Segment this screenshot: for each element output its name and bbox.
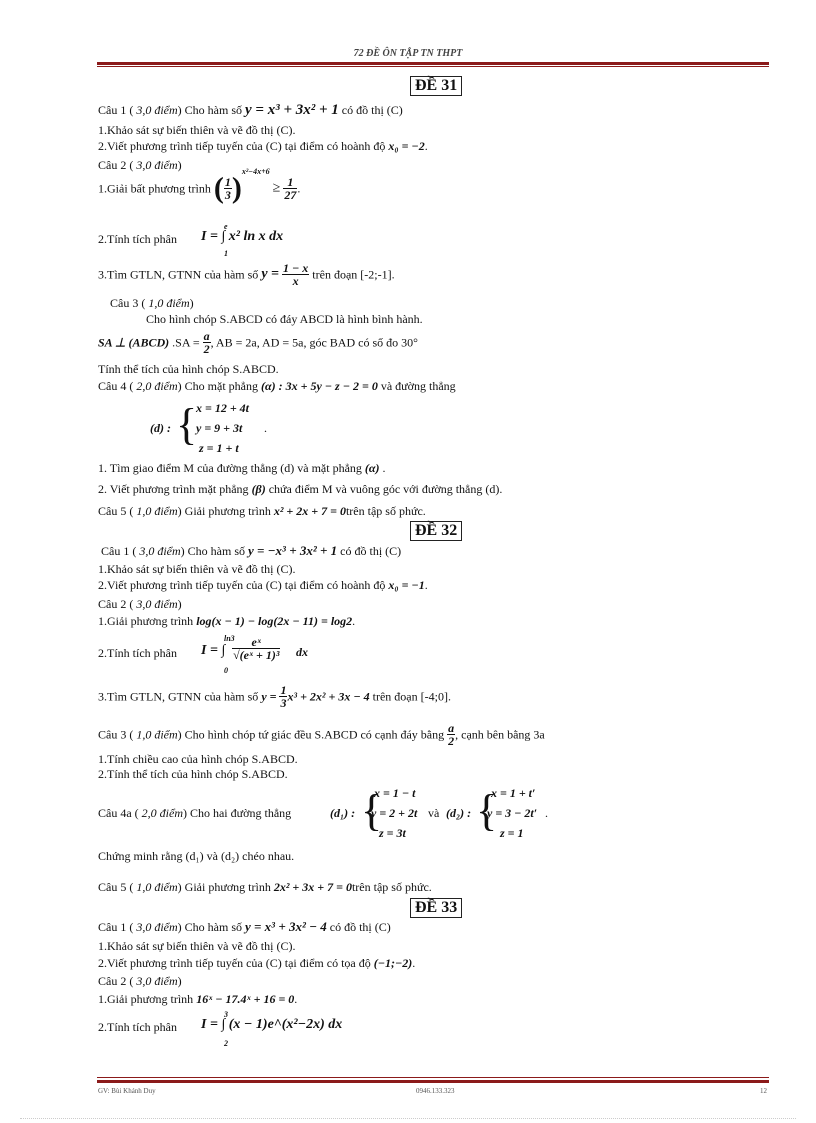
text: 2.Tính tích phân bbox=[98, 1020, 177, 1034]
de31-c2-line3 bbox=[98, 262, 395, 287]
formula: (−1;−2) bbox=[373, 956, 413, 970]
text: có đồ thị (C) bbox=[329, 920, 391, 934]
label: Câu 5 ( bbox=[98, 504, 134, 518]
brace: { bbox=[176, 400, 198, 449]
de31-c3-line2 bbox=[98, 330, 418, 355]
num: 1 bbox=[280, 683, 287, 697]
de33-c1-line2: 2.Viết phương trình tiếp tuyến của (C) tại điểm có tọa độ (−1;−2). bbox=[98, 956, 416, 970]
den: x bbox=[292, 274, 299, 288]
footer-phone: 0946.133.323 bbox=[416, 1087, 455, 1095]
text: 3.Tìm GTLN, GTNN của hàm số bbox=[98, 689, 259, 704]
header-rule-thick bbox=[97, 62, 769, 65]
upper-bound: ln3 bbox=[224, 634, 235, 643]
line-d1: (d₁) : bbox=[330, 806, 356, 820]
label: ) Cho hàm số bbox=[180, 544, 245, 558]
footer-rule-thick bbox=[97, 1080, 769, 1083]
label: ) Cho hàm số bbox=[177, 103, 242, 117]
text: trên đoạn [-4;0]. bbox=[372, 689, 451, 704]
label: Câu 1 ( bbox=[98, 920, 134, 934]
fraction bbox=[224, 176, 232, 201]
points: 3,0 điểm bbox=[133, 158, 178, 172]
formula: (β) bbox=[251, 482, 266, 496]
text: 1.Giải phương trình bbox=[98, 992, 194, 1006]
label: Câu 1 ( bbox=[101, 544, 137, 558]
de33-cau1 bbox=[98, 920, 391, 934]
de31-c4-line2 bbox=[98, 482, 502, 496]
label: ) Giải phương trình bbox=[177, 880, 271, 894]
points: 2,0 điểm bbox=[138, 806, 183, 820]
formula: x₀ = −1 bbox=[388, 578, 425, 592]
de33-c1-line1: 1.Khảo sát sự biến thiên và vẽ đồ thị (C). bbox=[98, 939, 296, 953]
num: a bbox=[203, 329, 210, 343]
integral-sign: I = ∫ bbox=[201, 643, 226, 658]
d2-eq-x: x = 1 + t′ bbox=[491, 786, 536, 800]
de31-cau5 bbox=[98, 504, 426, 518]
function-formula: y = x³ + 3x² − 4 bbox=[245, 919, 327, 934]
de32-cau1 bbox=[101, 544, 401, 558]
integral-formula: I = ∫ x² ln x dx bbox=[201, 229, 284, 244]
exponent: x²−4x+6 bbox=[241, 167, 270, 177]
de31-title: ĐỀ 31 bbox=[410, 76, 462, 96]
de32-c1-line1: 1.Khảo sát sự biến thiên và vẽ đồ thị (C). bbox=[98, 562, 296, 576]
formula: x³ + 2x² + 3x − 4 bbox=[287, 689, 370, 704]
label: ) bbox=[177, 158, 182, 172]
text: 2.Viết phương trình tiếp tuyến của (C) tại điểm có tọa độ bbox=[98, 956, 371, 970]
points: 3,0 điểm bbox=[133, 103, 178, 117]
num: 1 bbox=[283, 176, 297, 189]
label: Câu 5 ( bbox=[98, 880, 134, 894]
den: 27 bbox=[284, 188, 297, 202]
de31-cau3 bbox=[110, 296, 194, 310]
d2-eq-y: y = 3 − 2t′ bbox=[487, 806, 538, 820]
text: , cạnh bên bằng 3a bbox=[455, 727, 545, 742]
de33-c2-line1: 1.Giải phương trình 16ˣ − 17.4ˣ + 16 = 0. bbox=[98, 992, 298, 1006]
footer-rule-thin bbox=[97, 1077, 769, 1078]
de31-cau2 bbox=[98, 158, 182, 172]
lower-bound: 2 bbox=[224, 1039, 228, 1048]
de31-c1-line1: 1.Khảo sát sự biến thiên và vẽ đồ thị (C). bbox=[98, 123, 296, 137]
lower-bound: 0 bbox=[224, 666, 228, 675]
den: √(eˣ + 1)³ bbox=[233, 648, 280, 662]
paren: ( bbox=[213, 171, 224, 205]
den: 2 bbox=[203, 342, 210, 356]
de32-cau5 bbox=[98, 880, 432, 894]
upper-bound: 3 bbox=[224, 1010, 228, 1019]
de31-cau4 bbox=[98, 379, 456, 393]
text: có đồ thị (C) bbox=[340, 544, 402, 558]
text: trên tập số phức. bbox=[351, 880, 432, 894]
text: 3.Tìm GTLN, GTNN của hàm số bbox=[98, 267, 259, 282]
label: ) bbox=[189, 296, 194, 310]
de32-cau3 bbox=[98, 722, 545, 747]
dot: . bbox=[545, 806, 548, 820]
label: có đồ thị (C) bbox=[341, 103, 403, 117]
d1-eq-y: y = 2 + 2t bbox=[371, 806, 418, 820]
de31-c1-line2: 2.Viết phương trình tiếp tuyến của (C) tại điểm có hoành độ x₀ = −2. bbox=[98, 139, 428, 153]
de32-c3-line1: 1.Tính chiều cao của hình chóp S.ABCD. bbox=[98, 752, 298, 766]
label: Câu 1 ( bbox=[98, 103, 134, 117]
header-rule-thin bbox=[97, 66, 769, 67]
formula: (α) bbox=[364, 461, 380, 475]
text: chứa điểm M và vuông góc với đường thẳng (d). bbox=[268, 482, 503, 496]
label: Câu 2 ( bbox=[98, 597, 134, 611]
de31-c3-line1: Cho hình chóp S.ABCD có đáy ABCD là hình bình hành. bbox=[146, 312, 423, 326]
text: và đường thẳng bbox=[380, 379, 456, 393]
eq-y: y = 9 + 3t bbox=[196, 421, 243, 435]
de32-cau2 bbox=[98, 597, 182, 611]
geq: ≥ bbox=[272, 180, 281, 196]
text: trên đoạn [-2;-1]. bbox=[312, 267, 395, 282]
label: Câu 4 ( bbox=[98, 379, 134, 393]
y-eq: y = bbox=[261, 266, 280, 282]
points: 3,0 điểm bbox=[133, 597, 178, 611]
equation: 2x² + 3x + 7 = 0 bbox=[273, 880, 352, 894]
fraction bbox=[282, 262, 309, 287]
text: 2.Tính tích phân bbox=[98, 646, 177, 660]
integral-formula: I = ∫ (x − 1)e^(x²−2x) dx bbox=[201, 1017, 343, 1032]
page-bottom-dotted-line bbox=[20, 1118, 796, 1119]
de33-title: ĐỀ 33 bbox=[410, 898, 462, 918]
fraction bbox=[203, 330, 211, 355]
de32-title: ĐỀ 32 bbox=[410, 521, 462, 541]
points: 3,0 điểm bbox=[136, 544, 181, 558]
text: 2.Viết phương trình tiếp tuyến của (C) tại điểm có hoành độ bbox=[98, 139, 386, 153]
and: và bbox=[428, 806, 440, 820]
dot: . bbox=[297, 181, 301, 196]
text: 1.Giải phương trình bbox=[98, 614, 194, 628]
label: ) Cho mặt phẳng bbox=[177, 379, 258, 393]
den: 3 bbox=[224, 188, 231, 202]
de32-c2-line3 bbox=[98, 684, 451, 709]
fraction bbox=[283, 176, 297, 201]
points: 1,0 điểm bbox=[133, 880, 178, 894]
d2-eq-z: z = 1 bbox=[500, 826, 524, 840]
label: ) Cho hàm số bbox=[177, 920, 242, 934]
d1-eq-x: x = 1 − t bbox=[374, 786, 416, 800]
text: 2. Viết phương trình mặt phẳng bbox=[98, 482, 249, 496]
eq-x: x = 12 + 4t bbox=[196, 401, 250, 415]
points: 1,0 điểm bbox=[133, 727, 178, 742]
de33-cau2 bbox=[98, 974, 182, 988]
points: 3,0 điểm bbox=[133, 920, 178, 934]
de32-c3-line2: 2.Tính thể tích của hình chóp S.ABCD. bbox=[98, 767, 288, 781]
y-eq: y = bbox=[261, 689, 277, 704]
formula: 16ˣ − 17.4ˣ + 16 = 0 bbox=[196, 992, 295, 1006]
formula: SA ⊥ (ABCD) bbox=[98, 335, 170, 350]
label: Câu 3 ( bbox=[110, 296, 146, 310]
de32-c1-line2: 2.Viết phương trình tiếp tuyến của (C) tại điểm có hoành độ x₀ = −1. bbox=[98, 578, 428, 592]
label: ) bbox=[177, 974, 182, 988]
label bbox=[98, 806, 291, 820]
points: 2,0 điểm bbox=[133, 379, 178, 393]
text: , AB = 2a, AD = 5a, góc BAD có số đo 30° bbox=[210, 335, 418, 350]
function-formula: y = x³ + 3x² + 1 bbox=[245, 102, 339, 118]
den: 2 bbox=[448, 734, 455, 748]
text: 2.Viết phương trình tiếp tuyến của (C) tại điểm có hoành độ bbox=[98, 578, 386, 592]
brace: { bbox=[361, 786, 383, 835]
num: 1 − x bbox=[283, 261, 309, 275]
function-formula: y = −x³ + 3x² + 1 bbox=[248, 543, 338, 558]
eq-z: z = 1 + t bbox=[199, 441, 239, 455]
de32-c4-line1: Chứng minh rằng (d₁) và (d₂) chéo nhau. bbox=[98, 849, 295, 863]
text: .SA = bbox=[172, 335, 200, 350]
label: Câu 3 ( bbox=[98, 727, 134, 742]
plane-formula: (α) : 3x + 5y − z − 2 = 0 bbox=[260, 379, 378, 393]
footer-author: GV: Bùi Khánh Duy bbox=[98, 1087, 156, 1095]
fraction bbox=[447, 722, 455, 747]
dot: . bbox=[264, 421, 267, 435]
de31-c3-line3: Tính thể tích của hình chóp S.ABCD. bbox=[98, 362, 279, 376]
num: 1 bbox=[224, 175, 231, 189]
text: 2.Tính tích phân bbox=[98, 232, 177, 246]
upper-bound: e bbox=[224, 222, 228, 231]
line-d2: (d₂) : bbox=[446, 806, 472, 820]
text: 1. Tìm giao điểm M của đường thẳng (d) và mặt phẳng bbox=[98, 461, 362, 475]
d1-eq-z: z = 3t bbox=[379, 826, 406, 840]
fraction bbox=[232, 636, 280, 661]
text: 1.Giải bất phương trình bbox=[98, 181, 211, 196]
num: eˣ bbox=[232, 636, 280, 649]
text: trên tập số phức. bbox=[345, 504, 426, 518]
text: ) Cho hình chóp tứ giác đều S.ABCD có cạnh đáy bằng bbox=[177, 727, 445, 742]
de32-c2-line1: 1.Giải phương trình log(x − 1) − log(2x − 11) = log2. bbox=[98, 614, 356, 628]
label: ) bbox=[177, 597, 182, 611]
brace: { bbox=[476, 786, 498, 835]
dx: dx bbox=[296, 645, 308, 659]
points: 1,0 điểm bbox=[145, 296, 190, 310]
page-header-title: 72 ĐỀ ÔN TẬP TN THPT bbox=[353, 48, 463, 59]
de31-c2-line1 bbox=[98, 167, 301, 216]
de31-c4-line1: 1. Tìm giao điểm M của đường thẳng (d) và mặt phẳng (α) . bbox=[98, 461, 386, 475]
formula: log(x − 1) − log(2x − 11) = log2 bbox=[196, 614, 353, 628]
lower-bound: 1 bbox=[224, 249, 228, 258]
de31-cau1 bbox=[98, 103, 403, 117]
paren: ) bbox=[231, 171, 242, 205]
footer-page-number: 12 bbox=[760, 1087, 767, 1095]
label-b: ) Cho hai đường thẳng bbox=[182, 806, 292, 820]
label: Câu 2 ( bbox=[98, 974, 134, 988]
label-a: Câu 4a ( bbox=[98, 806, 139, 820]
line-name: (d) : bbox=[150, 421, 171, 435]
num: a bbox=[448, 721, 455, 735]
formula: x₀ = −2 bbox=[388, 139, 425, 153]
den: 3 bbox=[280, 696, 287, 710]
points: 3,0 điểm bbox=[133, 974, 178, 988]
label: Câu 2 ( bbox=[98, 158, 134, 172]
equation: x² + 2x + 7 = 0 bbox=[273, 504, 346, 518]
label: ) Giải phương trình bbox=[177, 504, 271, 518]
points: 1,0 điểm bbox=[133, 504, 178, 518]
